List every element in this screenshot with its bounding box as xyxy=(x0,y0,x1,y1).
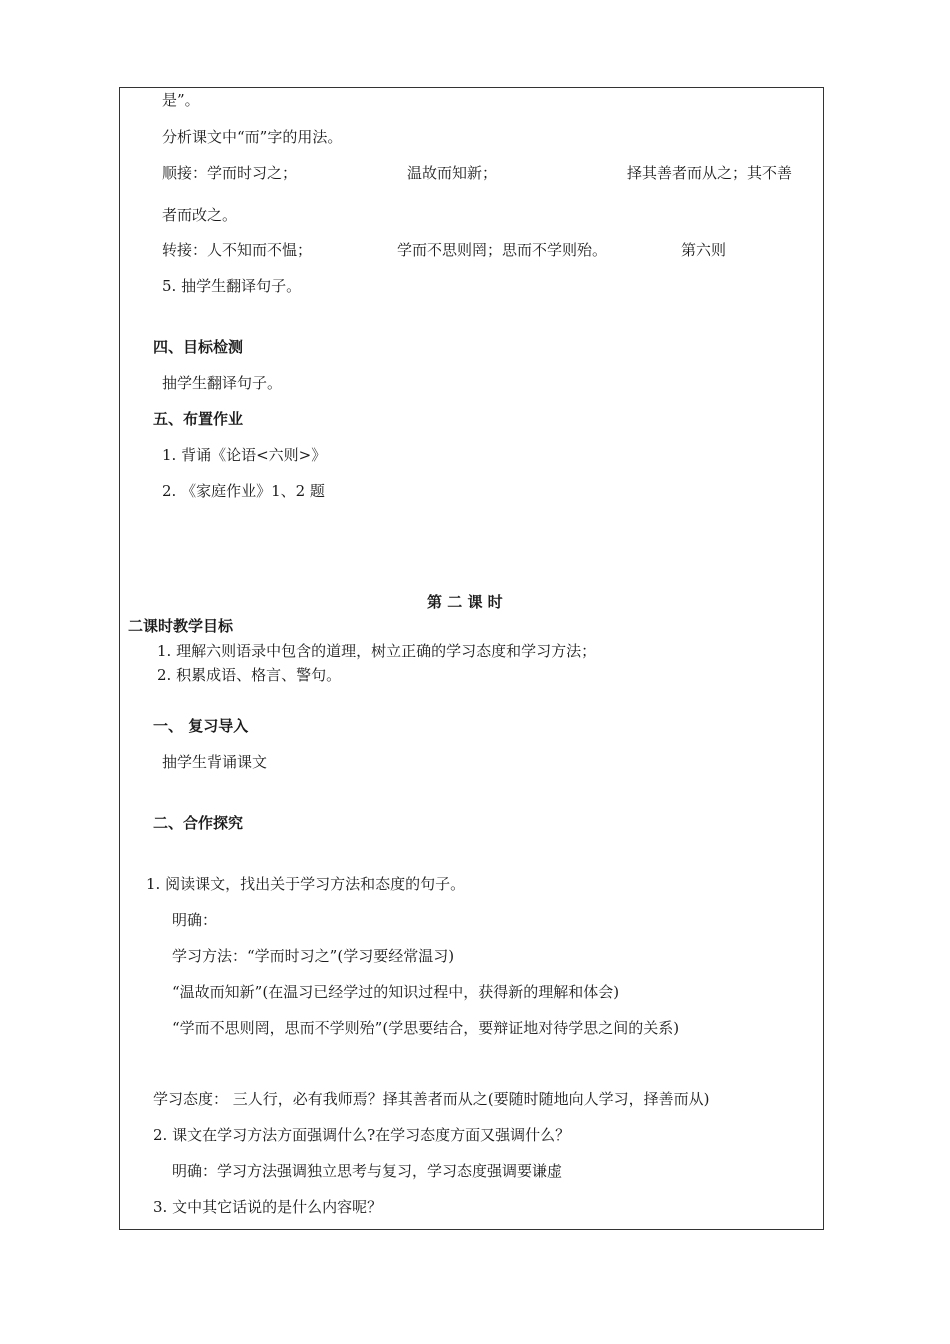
text-line: 抽学生翻译句子。 xyxy=(162,374,283,392)
text-line: 学而不思则罔；思而不学则殆。 xyxy=(397,241,608,259)
text-line: “学而不思则罔，思而不学则殆”(学思要结合，要辩证地对待学思之间的关系) xyxy=(172,1019,680,1037)
text-line: 是”。 xyxy=(162,91,200,109)
lesson-title: 第 二 课 时 xyxy=(427,593,503,611)
list-item: 2. 积累成语、格言、警句。 xyxy=(157,666,342,684)
text-line: 者而改之。 xyxy=(162,206,238,224)
section-heading: 五、布置作业 xyxy=(153,410,244,428)
text-line: 明确： xyxy=(172,911,218,929)
list-item: 3. 文中其它话说的是什么内容呢？ xyxy=(153,1198,383,1216)
list-item: 5. 抽学生翻译句子。 xyxy=(162,277,302,295)
text-line: “温故而知新”(在温习已经学过的知识过程中，获得新的理解和体会) xyxy=(172,983,620,1001)
text-line: 抽学生背诵课文 xyxy=(162,753,268,771)
text-line: 温故而知新； xyxy=(407,164,498,182)
text-line: 第六则 xyxy=(681,241,727,259)
text-line: 择其善者而从之；其不善 xyxy=(627,164,793,182)
section-heading: 一、 复习导入 xyxy=(153,717,249,735)
objectives-heading: 二课时教学目标 xyxy=(128,617,234,635)
list-item: 1. 理解六则语录中包含的道理，树立正确的学习态度和学习方法； xyxy=(157,642,597,660)
text-line: 顺接：学而时习之； xyxy=(162,164,298,182)
list-item: 1. 阅读课文，找出关于学习方法和态度的句子。 xyxy=(146,875,466,893)
text-line: 转接：人不知而不愠； xyxy=(162,241,313,259)
text-line: 学习态度： 三人行，必有我师焉？择其善者而从之(要随时随地向人学习，择善而从) xyxy=(153,1090,710,1108)
section-heading: 四、目标检测 xyxy=(153,338,244,356)
section-heading: 二、合作探究 xyxy=(153,814,244,832)
text-line: 学习方法：“学而时习之”(学习要经常温习) xyxy=(172,947,455,965)
list-item: 2. 课文在学习方法方面强调什么?在学习态度方面又强调什么？ xyxy=(153,1126,571,1144)
text-line: 分析课文中“而”字的用法。 xyxy=(162,128,343,146)
text-line: 明确：学习方法强调独立思考与复习，学习态度强调要谦虚 xyxy=(172,1162,563,1180)
list-item: 2. 《家庭作业》1、2 题 xyxy=(162,482,325,500)
list-item: 1. 背诵《论语<六则>》 xyxy=(162,446,327,464)
